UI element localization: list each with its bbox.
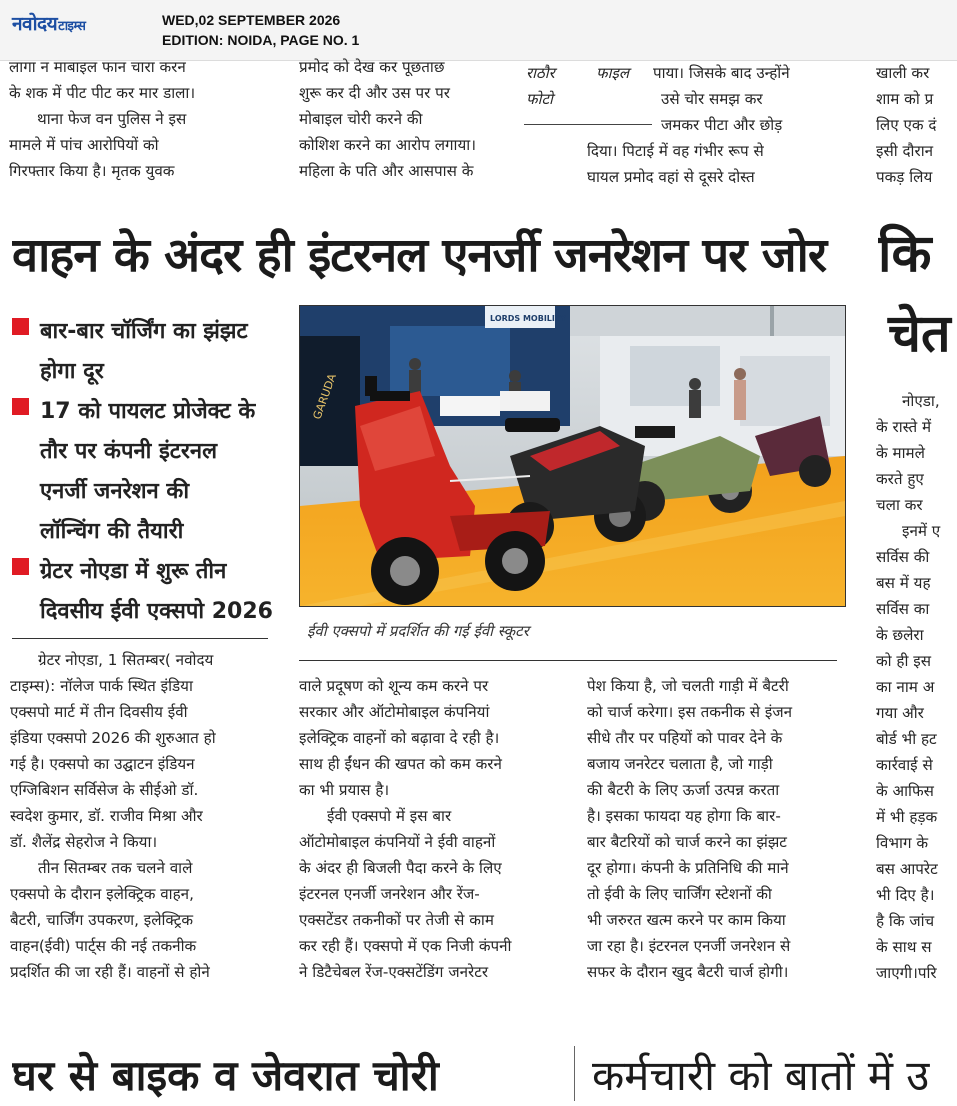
text-line: के अंदर ही बिजली पैदा करने के लिए	[299, 859, 502, 877]
bottom-divider	[574, 1046, 575, 1101]
headline-line: चेत	[888, 304, 951, 364]
text-line: थाना फेज वन पुलिस ने इस	[37, 110, 187, 128]
bullet-line: लॉन्चिंग की तैयारी	[40, 519, 184, 544]
bullet-square-icon	[12, 318, 29, 335]
credit-line: फाइल	[596, 64, 629, 82]
text-line: में भी हड़क	[876, 808, 938, 826]
right-story-body	[876, 388, 957, 986]
text-line: ईवी एक्सपो में इस बार	[327, 807, 452, 825]
bullet-line: एनर्जी जनरेशन की	[40, 479, 190, 504]
bullet-item	[12, 392, 274, 552]
top-story-col4	[876, 60, 957, 190]
booth-sign-text: LORDS MOBILITY	[490, 314, 567, 323]
text-line: के शक में पीट पीट कर मार डाला।	[9, 84, 196, 102]
text-line: शुरू कर दी और उस पर पर	[299, 84, 450, 102]
newspaper-logo	[12, 10, 85, 36]
text-line: साथ ही ईंधन की खपत को कम करने	[299, 755, 502, 773]
top-story-col3	[587, 60, 849, 190]
text-line: के रास्ते में	[876, 418, 932, 436]
text-line: कर रही हैं। एक्सपो में एक निजी कंपनी	[299, 937, 512, 955]
text-line: प्रमोद को देख कर पूछताछ	[299, 58, 445, 76]
text-line: के छलेरा	[876, 626, 924, 644]
caption-divider	[299, 660, 837, 661]
text-line: वाहन(ईवी) पार्ट्स की नई तकनीक	[10, 937, 197, 955]
text-line: सीधे तौर पर पहियों को पावर देने के	[587, 729, 783, 747]
text-line: एक्सपो के दौरान इलेक्ट्रिक वाहन,	[10, 885, 194, 903]
bullet-line: ग्रेटर नोएडा में शुरू तीन	[40, 559, 227, 584]
text-line: लिए एक दं	[876, 116, 937, 134]
text-line: शाम को प्र	[876, 90, 934, 108]
text-line: ऑटोमोबाइल कंपनियों ने ईवी वाहनों	[299, 833, 496, 851]
text-line: इंडिया एक्सपो 2026 की शुरुआत हो	[10, 729, 216, 747]
text-line: जमकर पीटा और छोड़	[661, 116, 783, 134]
text-line: प्रदर्शित की जा रही हैं। वाहनों से होने	[10, 963, 210, 981]
logo-main-text: नवोदय	[12, 13, 58, 35]
page-header	[0, 0, 957, 61]
text-line: पाया। जिसके बाद उन्होंने	[653, 64, 790, 82]
text-line: गया और	[876, 704, 924, 722]
text-line: चला कर	[876, 496, 923, 514]
text-line: इसी दौरान	[876, 142, 934, 160]
main-headline: वाहन के अंदर ही इंटरनल एनर्जी जनरेशन पर जोर	[12, 228, 827, 283]
bullet-line: तौर पर कंपनी इंटरनल	[40, 439, 218, 464]
logo-sub-text: टाइम्स	[58, 19, 86, 34]
text-line: के साथ स	[876, 938, 932, 956]
text-line: को ही इस	[876, 652, 931, 670]
text-line: ने डिटैचेबल रेंज-एक्सटेंडिंग जनरेटर	[299, 963, 489, 981]
bullets-divider	[12, 638, 268, 639]
top-story-col1	[9, 54, 273, 184]
text-line: तो ईवी के लिए चार्जिंग स्टेशनों की	[587, 885, 772, 903]
text-line: टाइम्स): नॉलेज पार्क स्थित इंडिया	[10, 677, 193, 695]
text-line: के आफिस	[876, 782, 934, 800]
headline-line: कि	[878, 224, 932, 284]
text-line: खाली कर	[876, 64, 930, 82]
photo-caption: ईवी एक्सपो में प्रदर्शित की गई ईवी स्कूटर	[307, 622, 529, 640]
text-line: सरकार और ऑटोमोबाइल कंपनियां	[299, 703, 490, 721]
text-line: तीन सितम्बर तक चलने वाले	[38, 859, 193, 877]
text-line: सर्विस की	[876, 548, 930, 566]
edition-date: WED,02 SEPTEMBER 2026	[162, 12, 341, 28]
highlight-bullets	[12, 312, 274, 632]
text-line: बैटरी, चार्जिंग उपकरण, इलेक्ट्रिक	[10, 911, 194, 929]
text-line: बार बैटरियों को चार्ज करने का झंझट	[587, 833, 787, 851]
text-line: सर्विस का	[876, 600, 930, 618]
text-line: पेश किया है, जो चलती गाड़ी में बैटरी	[587, 677, 789, 695]
main-story-col2	[299, 673, 561, 985]
text-line: लागा न माबाइल फान चारा करन	[9, 58, 186, 76]
text-line: का भी प्रयास है।	[299, 781, 390, 799]
main-story-col1	[10, 647, 272, 985]
text-line: है कि जांच	[876, 912, 935, 930]
right-story-headline	[878, 214, 957, 374]
text-line: बस आपरेट	[876, 860, 938, 878]
text-line: उसे चोर समझ कर	[661, 90, 763, 108]
text-line: दिया। पिटाई में वह गंभीर रूप से	[587, 142, 764, 160]
bullet-square-icon	[12, 398, 29, 415]
text-line: गिरफ्तार किया है। मृतक युवक	[9, 162, 175, 180]
text-line: डॉ. शैलेंद्र सेहरोज ने किया।	[10, 833, 158, 851]
text-line: दूर होगा। कंपनी के प्रतिनिधि की माने	[587, 859, 789, 877]
text-line: महिला के पति और आसपास के	[299, 162, 474, 180]
bottom-headline-right: कर्मचारी को बातों में उ	[592, 1051, 930, 1100]
text-line: कार्रवाई से	[876, 756, 933, 774]
dateline: ग्रेटर नोएडा, 1 सितम्बर( नवोदय	[38, 651, 214, 669]
bullet-item	[12, 312, 274, 392]
text-line: भी दिए है।	[876, 886, 935, 904]
text-line: बजाय जनरेटर चलाता है, जो गाड़ी	[587, 755, 773, 773]
text-line: नोएडा,	[902, 392, 940, 410]
text-line: एग्जिबिशन सर्विसेज के सीईओ डॉ.	[10, 781, 199, 799]
text-line: वाले प्रदूषण को शून्य कम करने पर	[299, 677, 489, 695]
text-line: विभाग के	[876, 834, 929, 852]
bullet-square-icon	[12, 558, 29, 575]
text-line: के मामले	[876, 444, 925, 462]
photo-credit	[526, 60, 590, 112]
text-line: जा रहा है। इंटरनल एनर्जी जनरेशन से	[587, 937, 791, 955]
credit-line: फोटो	[526, 90, 553, 108]
text-line: का नाम अ	[876, 678, 935, 696]
top-story-col2	[299, 54, 519, 184]
text-line: मोबाइल चोरी करने की	[299, 110, 423, 128]
text-line: भी जरुरत खत्म करने पर काम किया	[587, 911, 786, 929]
text-line: बोर्ड भी हट	[876, 730, 937, 748]
edition-info	[162, 10, 359, 50]
text-line: इंटरनल एनर्जी जनरेशन और रेंज-	[299, 885, 480, 903]
bullet-line: बार-बार चॉर्जिंग का झंझट	[40, 319, 248, 344]
text-line: कोशिश करने का आरोप लगाया।	[299, 136, 476, 154]
bullet-line: होगा दूर	[40, 359, 104, 384]
ev-expo-photo	[299, 305, 846, 607]
text-line: की बैटरी के लिए ऊर्जा उत्पन्न करता	[587, 781, 780, 799]
text-line: इलेक्ट्रिक वाहनों को बढ़ावा दे रही है।	[299, 729, 500, 747]
text-line: गई है। एक्सपो का उद्घाटन इंडियन	[10, 755, 195, 773]
text-line: एक्सटेंडर तकनीकों पर तेजी से काम	[299, 911, 494, 929]
text-line: मामले में पांच आरोपियों को	[9, 136, 159, 154]
booth-garuda-text: GARUDA	[310, 371, 339, 422]
ev-scooters-illustration	[300, 306, 845, 606]
text-line: पकड़ लिय	[876, 168, 933, 186]
text-line: घायल प्रमोद वहां से दूसरे दोस्त	[587, 168, 755, 186]
bullet-line: दिवसीय ईवी एक्सपो 2026	[40, 599, 273, 624]
text-line: स्वदेश कुमार, डॉ. राजीव मिश्रा और	[10, 807, 203, 825]
bullet-item	[12, 552, 274, 632]
text-line: एक्सपो मार्ट में तीन दिवसीय ईवी	[10, 703, 188, 721]
text-line: जाएगी।परि	[876, 964, 937, 982]
text-line: सफर के दौरान खुद बैटरी चार्ज होगी।	[587, 963, 789, 981]
text-line: बस में यह	[876, 574, 931, 592]
text-line: इनमें ए	[902, 522, 941, 540]
text-line: है। इसका फायदा यह होगा कि बार-	[587, 807, 781, 825]
bullet-line: 17 को पायलट प्रोजेक्ट के	[40, 399, 256, 424]
main-story-col3	[587, 673, 849, 985]
bottom-headline-left: घर से बाइक व जेवरात चोरी	[12, 1051, 439, 1100]
credit-line: राठौर	[526, 64, 555, 82]
edition-page: EDITION: NOIDA, PAGE NO. 1	[162, 32, 360, 48]
text-line: करते हुए	[876, 470, 924, 488]
text-line: को चार्ज करेगा। इस तकनीक से इंजन	[587, 703, 793, 721]
